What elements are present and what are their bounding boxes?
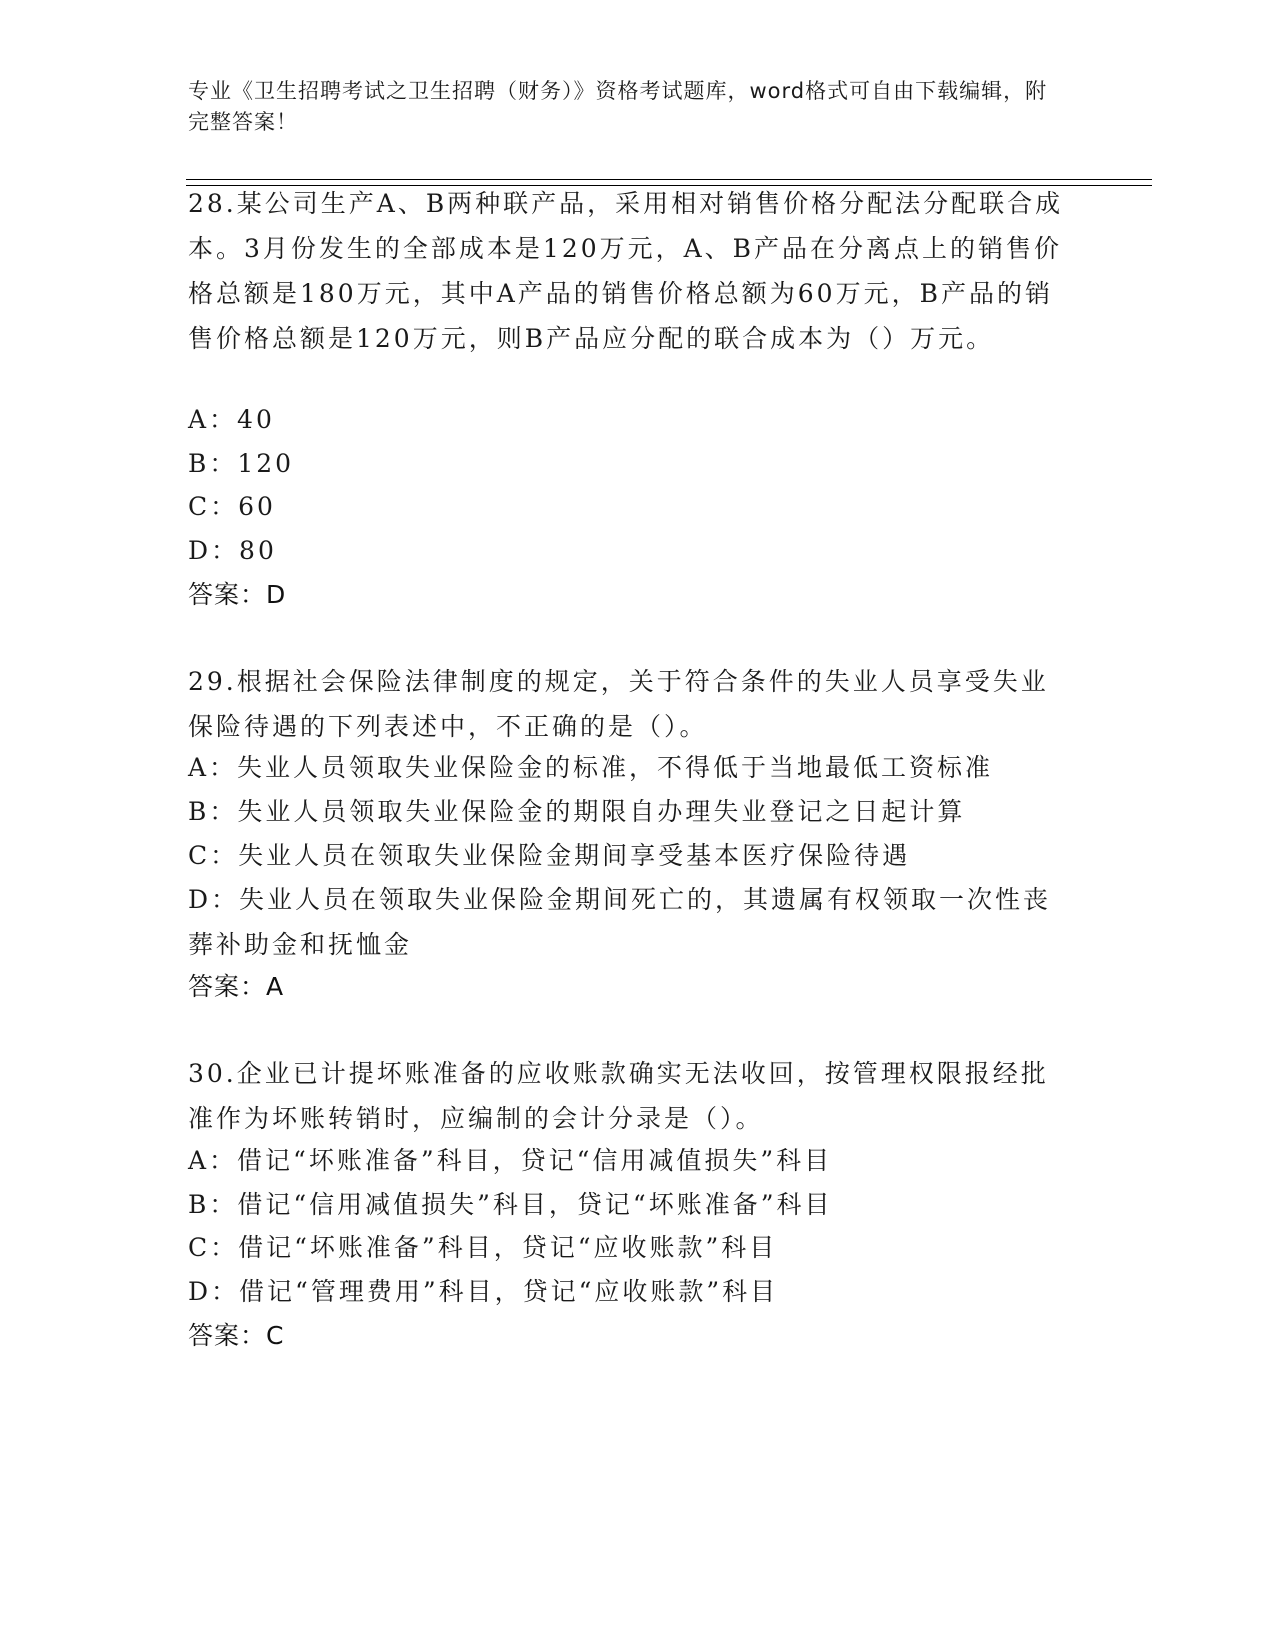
option-d-28: D：80: [188, 536, 277, 565]
question-stem-30: 30.企业已计提坏账准备的应收账款确实无法收回，按管理权限报经批准作为坏账转销时，应编制的会计分录是（）。: [188, 1059, 1049, 1133]
document-header: 专业《卫生招聘考试之卫生招聘（财务）》资格考试题库，word格式可自由下载编辑，附完整答案！: [188, 79, 1048, 134]
option-c-28: C：60: [188, 492, 276, 521]
option-c-30: C：借记“坏账准备”科目，贷记“应收账款”科目: [188, 1233, 778, 1262]
option-a-28: A：40: [188, 405, 275, 434]
option-d-29: D：失业人员在领取失业保险金期间死亡的，其遗属有权领取一次性丧葬补助金和抚恤金: [188, 885, 1052, 959]
option-a-30: A：借记“坏账准备”科目，贷记“信用减值损失”科目: [188, 1146, 833, 1175]
question-stem-28: 28.某公司生产A、B两种联产品，采用相对销售价格分配法分配联合成本。3月份发生的全部成本是120万元，A、B产品在分离点上的销售价格总额是180万元，其中A产品的销售价格总额为60万元，B产品的销售价格总额是120万元，则B产品应分配的联合成本为（）万元。: [188, 189, 1064, 353]
answer-30: 答案：C: [188, 1321, 285, 1350]
option-b-30: B：借记“信用减值损失”科目，贷记“坏账准备”科目: [188, 1190, 833, 1219]
option-b-28: B：120: [188, 449, 295, 478]
answer-29: 答案：A: [188, 972, 285, 1001]
option-b-29: B：失业人员领取失业保险金的期限自办理失业登记之日起计算: [188, 797, 966, 826]
question-stem-29: 29.根据社会保险法律制度的规定，关于符合条件的失业人员享受失业保险待遇的下列表述中，不正确的是（）。: [188, 667, 1049, 741]
option-c-29: C：失业人员在领取失业保险金期间享受基本医疗保险待遇: [188, 841, 911, 870]
option-a-29: A：失业人员领取失业保险金的标准，不得低于当地最低工资标准: [188, 753, 994, 782]
option-d-30: D：借记“管理费用”科目，贷记“应收账款”科目: [188, 1277, 779, 1306]
answer-28: 答案：D: [188, 580, 287, 609]
header-divider-top: [186, 179, 1152, 180]
